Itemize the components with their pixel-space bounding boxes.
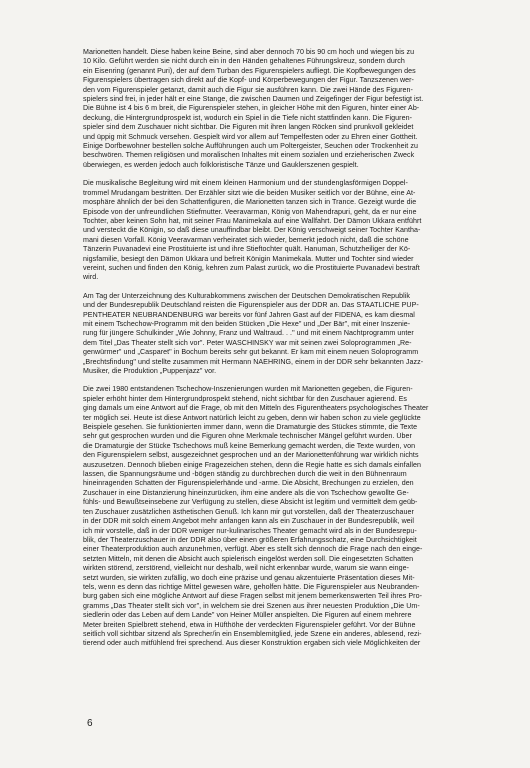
text-line: Musiker, die Produktion „Puppenjazz" vor. xyxy=(83,367,217,375)
text-line: in der DDR mit solch einem Angebot mehr anfangen kann als ein Zuschauer in der Bundesrepublik, weil xyxy=(83,517,415,526)
text-line: die Dramaturgie der Stücke Tschechows muß keine Bemerkung gemacht werden, die Texte wurden, von xyxy=(83,441,416,450)
text-line: fühls- und Bewußtseinsebene zur Verfügung zu stellen, diese Absicht ist legitim und vermittelt dem geüb- xyxy=(83,498,418,507)
text-line: ter möglich sei. Heute ist diese Antwort natürlich leicht zu geben, denn wir haben schon zu viele geglückte xyxy=(83,413,421,422)
text-line: trommel Mrudangam bestritten. Der Erzähler sitzt wie die beiden Musiker seitlich vor der Bühne, eine At- xyxy=(83,188,416,197)
text-line: spieler erhöht hinter dem Hintergrundprospekt stehend, nicht sichtbar für den Zuschauer agierend. Es xyxy=(83,394,408,403)
text-line: 10 Kilo. Geführt werden sie nicht durch ein in den Händen gehaltenes Führungskreuz, sondern durch xyxy=(83,57,405,66)
text-line: Am Tag der Unterzeichnung des Kulturabkommens zwischen der Deutschen Demokratischen Republik xyxy=(83,291,410,300)
text-line: mani diesen Vorfall. König Veeravarman verheiratet sich wieder, bemerkt jedoch nicht, daß die schöne xyxy=(83,235,409,244)
text-line: siedlerin oder das Leben auf dem Lande" von Heiner Müller anspielten. Die Figuren auf einem mehrere xyxy=(83,611,412,620)
text-line: mit einem Tschechow-Programm mit den beiden Stücken „Die Hexe" und „Der Bär", mit einer Inszenie- xyxy=(83,319,411,328)
text-line: tierend oder auch mitfühlend frei sprechend. Aus dieser Konstruktion ergaben sich viele Möglichkeiten der xyxy=(83,639,421,648)
text-line: nigsfamilie, besiegt den Dämon Ukkara und befreit Königin Manimekala. Mutter und Tochter sind wieder xyxy=(83,254,414,263)
text-line: gramms „Das Theater stellt sich vor", in welchem sie drei Szenen aus ihrer neuesten Produktion „Die Um- xyxy=(83,601,420,610)
page-number: 6 xyxy=(87,718,93,729)
text-line: tels, wenn es denn das richtige Mittel gewesen wäre, geholfen hätte. Die Figurenspieler aus Neubranden- xyxy=(83,582,420,591)
text-line: Die zwei 1980 entstandenen Tschechow-Inszenierungen wurden mit Marionetten gegeben, die Figuren- xyxy=(83,385,413,394)
paragraph xyxy=(83,292,491,377)
text-line: hineinragenden Schatten der Figurenspielerhände und -arme. Die Absicht, Brechungen zu erzielen, den xyxy=(83,479,414,488)
paragraph xyxy=(83,179,491,282)
text-line: genwürmer" und „Casparet" in Bochum bereits sehr gut bekannt. Er kam mit einem neuen Soloprogramm xyxy=(83,348,419,357)
text-line: blik, der Theaterzuschauer in der DDR also über einen größeren Erfahrungsschatz, eine Durchsichtigkeit xyxy=(83,535,417,544)
text-line: beschwören. Themen religiösen und moralischen Inhaltes mit einem sozialen und erzieherischen Zweck xyxy=(83,151,415,160)
text-line: deckung, die Hintergrundprospekt ist, wodurch ein Spiel in die Tiefe nicht stattfinden kann. Die Figuren- xyxy=(83,113,412,122)
document-page xyxy=(83,48,491,658)
paragraph xyxy=(83,385,491,648)
text-line: burg gaben sich eine mögliche Antwort auf diese Fragen selbst mit jenem bemerkenswerten Teil ihres Pro- xyxy=(83,592,422,601)
text-line: setzt wurden, sie wirkten zufällig, wo doch eine präzise und genau akzentuierte Präsentation dieses Mit- xyxy=(83,573,415,582)
text-line: Die Bühne ist 4 bis 6 m breit, die Figurenspieler stehen, in gleicher Höhe mit den Figuren, hinter einer Ab- xyxy=(83,104,420,113)
text-line: ein Eisenring (genannt Puri), der auf dem Turban des Figurenspielers aufliegt. Die Kopfbewegungen des xyxy=(83,66,416,75)
text-line: Tänzerin Puvanadevi eine Prostituierte ist und ihre Stieftochter quält. Hanuman, Schutzheiliger der Kö- xyxy=(83,245,411,254)
text-line: den vom Figurenspieler getanzt, damit auch die Figur sie ausführen kann. Die zwei Hände des Figuren- xyxy=(83,85,413,94)
text-line: vereint, suchen und finden den König, kehren zum Palast zurück, wo die Prostituierte Puvanadevi bestraft xyxy=(83,263,420,272)
paragraph xyxy=(83,48,491,170)
text-line: wird. xyxy=(83,273,99,282)
text-line: den Figurenspielern selbst, ausgezeichnet gesprochen und an der Marionettenführung war wirklich nichts xyxy=(83,451,419,460)
text-line: auszusetzen. Dennoch blieben einige Fragezeichen stehen, denn die Regie hatte es sich damals einfallen xyxy=(83,460,421,469)
text-line: einer Theaterproduktion auch anzunehmen, verfügt. Aber es stellt sich dennoch die Frage nach den einge- xyxy=(83,545,423,554)
text-line: Episode von der unfreundlichen Stiefmutter. Veeravarman, König von Mahendrapuri, geht, da er nur eine xyxy=(83,207,417,216)
text-line: lassen, die Spannungsräume und -bögen ständig zu durchbrechen durch die weit in den Bühnenraum xyxy=(83,470,407,479)
text-line: PENTHEATER NEUBRANDENBURG war bereits vor fünf Jahren Gast auf der FIDENA, es kam diesmal xyxy=(83,310,415,319)
text-line: mosphäre ähnlich der bei den Schattenfiguren, die Marionetten tanzen sich in Trance. Gezeigt wurde die xyxy=(83,198,417,207)
text-line: Zuschauer in eine Distanzierung hineinzurücken, ihm eine andere als die von Tschechow gewollte Ge- xyxy=(83,488,409,497)
text-line: spieler sind dem Zuschauer nicht sichtbar. Die Figuren mit ihren langen Röcken sind prunkvoll gekleidet xyxy=(83,123,414,132)
text-line: spielers sind frei, in jeder hält er eine Stange, die zwischen Daumen und Zeigefinger der Figur befestigt ist. xyxy=(83,95,424,104)
text-line: rung für jüngere Schulkinder „Wie Johnny, Franz und Waltraud. . ." und mit einem Nachtprogramm unter xyxy=(83,329,414,338)
text-line: ging damals um eine Antwort auf die Frage, ob mit den Mitteln des Figurentheaters psychologisches Theater xyxy=(83,404,429,413)
text-line: ich mir vorstelle, daß in der DDR weniger nur-kulinarisches Theater gemacht wird als in der Bundesrepu- xyxy=(83,526,417,535)
text-line: Figurenspielers übertragen sich direkt auf die Kopf- und Körperbewegungen der Figur. Tanzszenen wer- xyxy=(83,76,414,85)
text-line: und üppig mit Schmuck versehen. Gespielt wird vor allem auf Tempelfesten oder zu Ehren einer Gottheit. xyxy=(83,132,418,141)
text-line: Einige Dorfbewohner bestellen solche Aufführungen auch um Poltergeister, Seuchen oder Trockenheit zu xyxy=(83,142,418,151)
text-line: dem Titel „Das Theater stellt sich vor". Peter WASCHINSKY war mit seinen zwei Soloprogrammen „Re- xyxy=(83,338,412,347)
text-line: wirkten störend, zerstörend, vielleicht nur deshalb, weil nicht erkennbar wurde, warum sie wann einge- xyxy=(83,564,410,573)
text-line: ten Zuschauer zusätzlichen ästhetischen Genuß. Ich kann mir gut vorstellen, daß der Theaterzuschauer xyxy=(83,507,414,516)
text-line: seitlich voll sichtbar sitzend als Sprecher/in ein Ensemblemitglied, jede Szene ein anderes, ablesend, rezi- xyxy=(83,629,422,638)
text-line: Die musikalische Begleitung wird mit einem kleinen Harmonium und der stundenglasförmigen Doppel- xyxy=(83,179,408,188)
text-line: Beispiele gesehen. Sie funktionierten immer dann, wenn die Dramaturgie des Stückes stimmte, die Texte xyxy=(83,423,418,432)
text-line: sehr gut gesprochen wurden und die Figuren ohne Merkmale technischer Mängel geführt wurden. Über xyxy=(83,432,412,441)
text-line: setzten Mitteln, mit denen die Absicht auch spielerisch eingelöst werden soll. Die eingesetzten Schatten xyxy=(83,554,414,563)
text-line: und der Bundesrepublik Deutschland reisten die Figurenspieler aus der DDR an. Das STAATLICHE PUP- xyxy=(83,301,419,310)
text-line: und versteckt die Königin, so daß diese unauffindbar bleibt. Der König verschweigt seiner Tochter Kantha- xyxy=(83,226,421,235)
text-line: Marionetten handelt. Diese haben keine Beine, sind aber dennoch 70 bis 90 cm hoch und wiegen bis zu xyxy=(83,48,415,56)
text-line: Tochter, aber keinen Sohn hat, mit seiner Frau Manimekala auf eine Wallfahrt. Der Dämon Ukkara entführt xyxy=(83,216,422,225)
text-line: „Brechtsfindung" und stellte zusammen mit Hermann NAEHRING, einem in der DDR sehr bekannten Jazz- xyxy=(83,357,424,366)
text-line: Meter breiten Spielbrett stehend, etwa in Hüfthöhe der verdeckten Figurenspieler geführt. Vor der Bühne xyxy=(83,620,416,629)
text-line: überwiegen, es werden jedoch auch folkloristische Tänze und Gauklerszenen gespielt. xyxy=(83,160,359,169)
